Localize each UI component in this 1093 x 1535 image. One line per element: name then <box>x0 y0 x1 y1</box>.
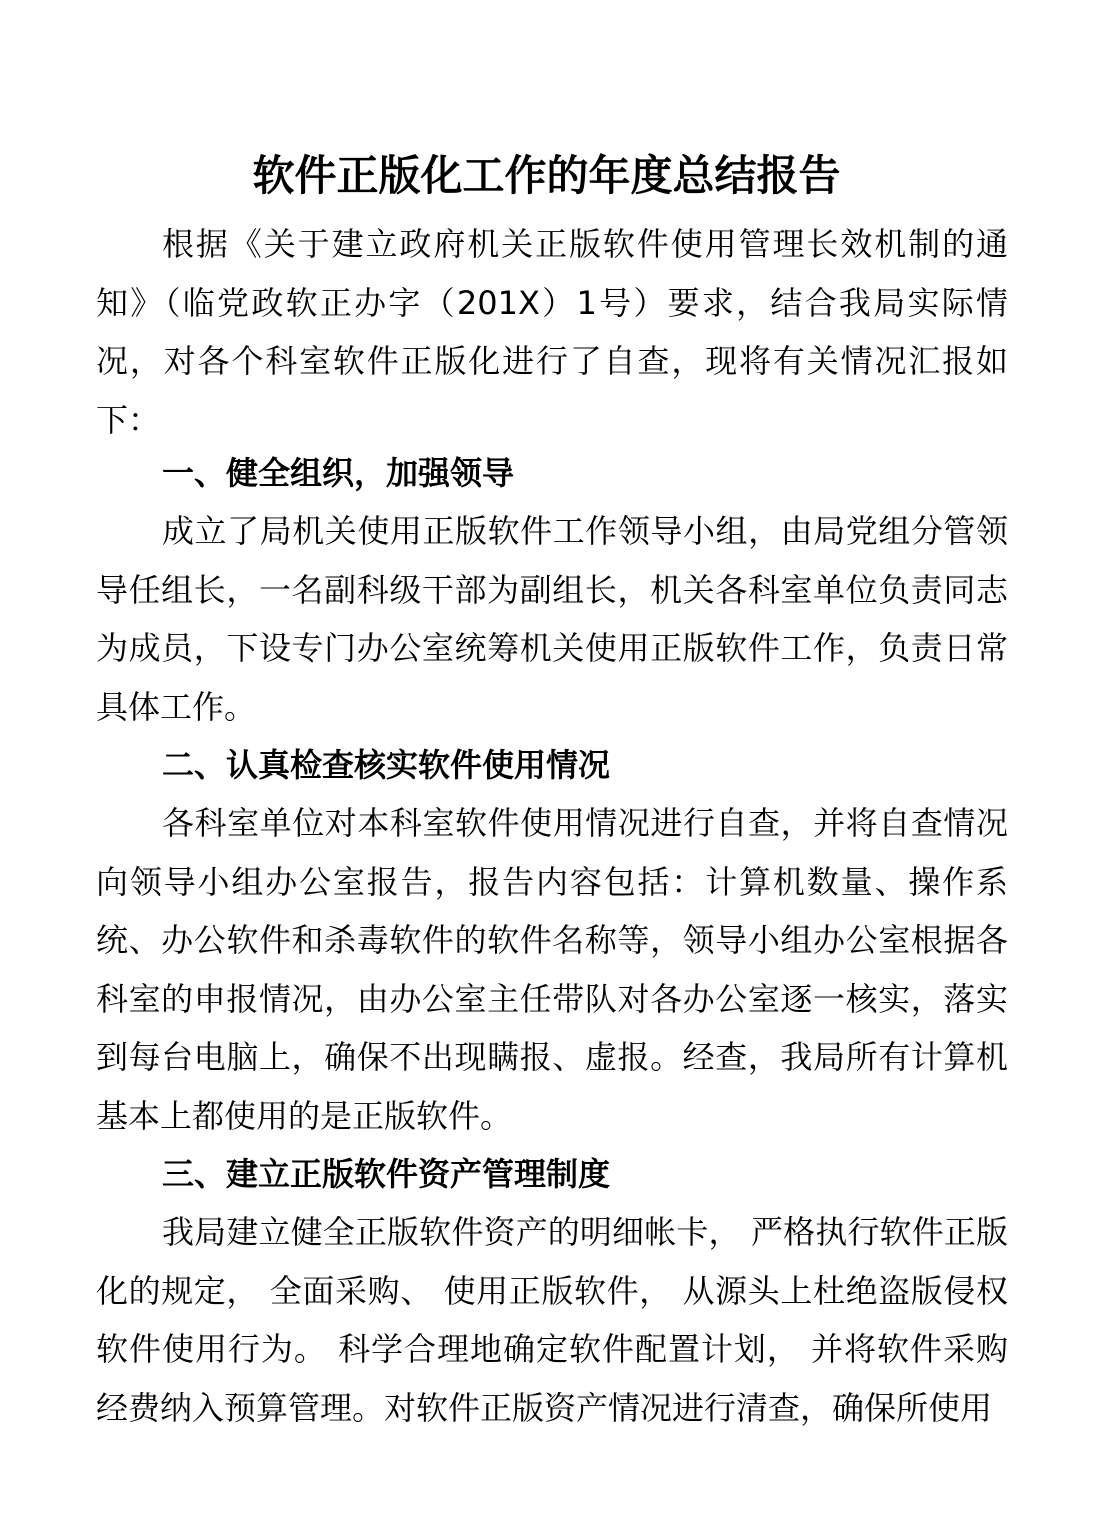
section-2-paragraph: 各科室单位对本科室软件使用情况进行自查，并将自查情况向领导小组办公室报告，报告内容包括：计算机数量、操作系统、办公软件和杀毒软件的软件名称等，领导小组办公室根据各科室的申报情况，由办公室主任带队对各办公室逐一核实，落实到每台电脑上，确保不出现瞒报、虚报。经查，我局所有计算机基本上都使用的是正版软件。 <box>96 804 1008 1135</box>
section-1-paragraph: 成立了局机关使用正版软件工作领导小组，由局党组分管领导任组长，一名副科级干部为副组长，机关各科室单位负责同志为成员，下设专门办公室统筹机关使用正版软件工作，负责日常具体工作。 <box>96 512 1008 726</box>
section-3-heading: 三、建立正版软件资产管理制度 <box>162 1155 611 1193</box>
section-1-heading: 一、健全组织，加强领导 <box>162 454 515 492</box>
section-3-paragraph: 我局建立健全正版软件资产的明细帐卡， 严格执行软件正版化的规定， 全面采购、 使用正版软件， 从源头上杜绝盗版侵权软件使用行为。 科学合理地确定软件配置计划， 并将软件采购经费纳入预算管理。对软件正版资产情况进行清查，确保所使用 <box>96 1213 1008 1427</box>
document-title: 软件正版化工作的年度总结报告 <box>252 151 841 200</box>
intro-paragraph: 根据《关于建立政府机关正版软件使用管理长效机制的通知》（临党政软正办字（201X）1号）要求，结合我局实际情况，对各个科室软件正版化进行了自查，现将有关情况汇报如下： <box>96 225 1008 439</box>
section-2-heading: 二、认真检查核实软件使用情况 <box>162 746 611 784</box>
